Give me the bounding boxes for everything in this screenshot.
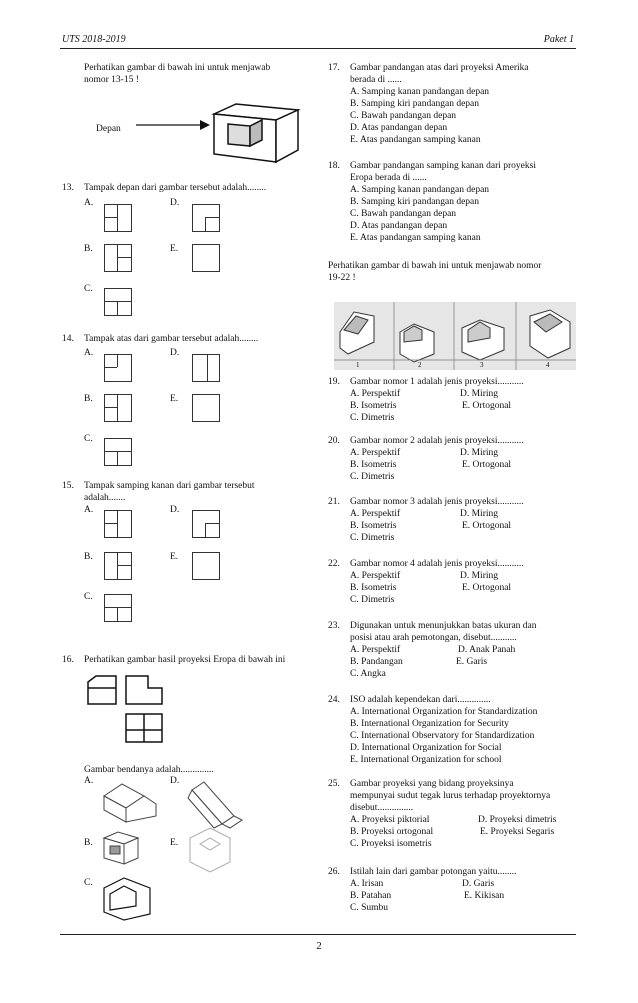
q16-projection-views xyxy=(86,674,176,744)
q16-option-a-object xyxy=(100,776,160,826)
q14-option-e-view xyxy=(192,394,220,422)
q14-label-b: B. xyxy=(84,394,93,404)
figure-number-1: 1 xyxy=(356,361,360,369)
q15-label-c: C. xyxy=(84,592,93,602)
q13-option-d-view xyxy=(192,204,220,232)
q15-label-a: A. xyxy=(84,505,94,515)
q14-label-d: D. xyxy=(170,348,180,358)
q13-label-b: B. xyxy=(84,244,93,254)
header-left: UTS 2018-2019 xyxy=(62,34,126,45)
q15-option-e-view xyxy=(192,552,220,580)
q16-label-b: B. xyxy=(84,838,93,848)
q16-label-a: A. xyxy=(84,776,94,786)
figure-number-3: 3 xyxy=(480,361,484,369)
arrow-icon xyxy=(136,118,210,132)
header-rule xyxy=(60,48,576,49)
figure-number-4: 4 xyxy=(546,361,550,369)
header-right: Paket 1 xyxy=(543,34,574,45)
q13-option-b-view xyxy=(104,244,132,272)
q14-option-b-view xyxy=(104,394,132,422)
q16-option-c-object xyxy=(100,872,154,922)
q14-option-d-view xyxy=(192,354,220,382)
q15-label-e: E. xyxy=(170,552,179,562)
q16-option-e-object xyxy=(186,826,236,874)
q13-label-c: C. xyxy=(84,284,93,294)
q13-label-e: E. xyxy=(170,244,179,254)
q15-option-c-view xyxy=(104,594,132,622)
q13-option-e-view xyxy=(192,244,220,272)
q13-option-c-view xyxy=(104,288,132,316)
q13-label-a: A. xyxy=(84,198,94,208)
depan-label: Depan xyxy=(96,124,121,134)
page-number: 2 xyxy=(316,940,322,952)
q16-option-b-object xyxy=(100,828,150,868)
q14-label-e: E. xyxy=(170,394,179,404)
intro-13-15: Perhatikan gambar di bawah ini untuk menjawab nomor 13-15 ! xyxy=(84,63,271,85)
q13-option-a-view xyxy=(104,204,132,232)
q15-option-b-view xyxy=(104,552,132,580)
figure-number-2: 2 xyxy=(418,361,422,369)
q13-label-d: D. xyxy=(170,198,180,208)
q14-option-c-view xyxy=(104,438,132,466)
q14-label-c: C. xyxy=(84,434,93,444)
projection-types-figure xyxy=(334,302,576,370)
q16-subtext: Gambar bendanya adalah.............. xyxy=(84,765,214,775)
intro-19-22: Perhatikan gambar di bawah ini untuk menjawab nomor 19-22 ! xyxy=(328,261,542,283)
q16-label-c: C. xyxy=(84,878,93,888)
q15-label-d: D. xyxy=(170,505,180,515)
q15-label-b: B. xyxy=(84,552,93,562)
q15-option-d-view xyxy=(192,510,220,538)
footer-rule xyxy=(60,934,576,935)
q16-label-d: D. xyxy=(170,776,180,786)
object-isometric-figure xyxy=(210,96,302,166)
projection-types-drawings xyxy=(334,302,576,370)
q15-option-a-view xyxy=(104,510,132,538)
q14-option-a-view xyxy=(104,354,132,382)
q16-option-d-object xyxy=(186,776,246,830)
q16-label-e: E. xyxy=(170,838,179,848)
q14-label-a: A. xyxy=(84,348,94,358)
